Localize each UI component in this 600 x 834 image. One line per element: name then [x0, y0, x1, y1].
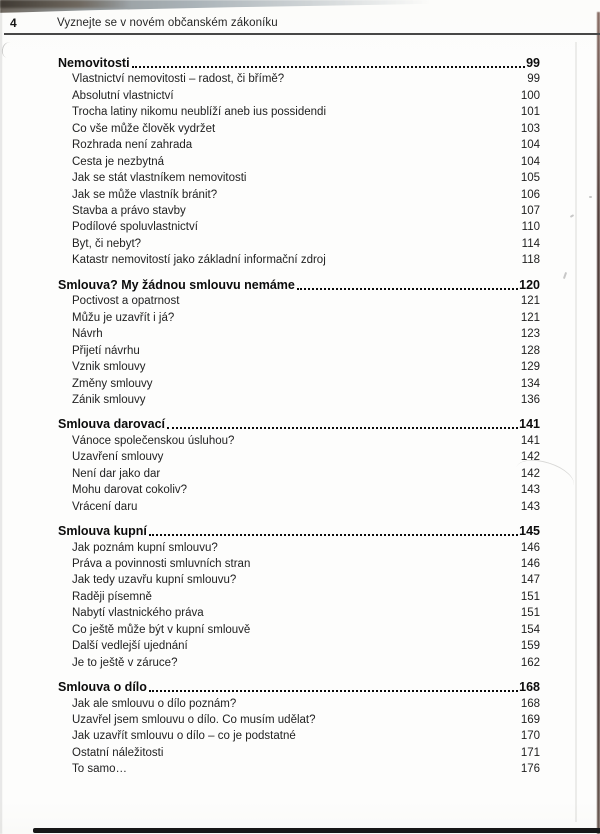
toc-item — [58, 482, 540, 498]
dot-leader — [297, 288, 518, 290]
toc-item-page: 121 — [520, 295, 540, 308]
toc-item-page: 146 — [520, 557, 540, 570]
toc-section-title: Smlouva? My žádnou smlouvu nemáme — [58, 277, 295, 292]
toc-item — [58, 449, 540, 465]
toc-item-page: 128 — [520, 344, 540, 357]
toc-item — [58, 728, 540, 744]
toc-item-label: Přijetí návrhu — [72, 344, 140, 357]
toc-item — [58, 71, 540, 87]
toc-section-heading — [58, 523, 540, 539]
toc-item — [58, 556, 540, 572]
toc-item-page: 114 — [521, 237, 540, 250]
scan-speck — [563, 272, 567, 279]
toc-item-label: Jak poznám kupní smlouvu? — [72, 541, 218, 554]
toc-item-label: Vlastnictví nemovitosti – radost, či břímě? — [72, 73, 285, 86]
toc-item — [58, 310, 540, 326]
toc-item-label: Změny smlouvy — [72, 377, 153, 390]
toc-item — [58, 638, 540, 654]
toc-item — [58, 236, 540, 252]
toc-item-label: Jak uzavřít smlouvu o dílo – co je podstatné — [72, 730, 296, 743]
scan-left-edge — [0, 10, 2, 834]
toc-item-page: 103 — [520, 122, 540, 135]
toc-section-page: 120 — [519, 277, 540, 292]
toc-item — [58, 696, 540, 712]
toc-item-page: 110 — [521, 221, 540, 234]
toc-item-page: 170 — [520, 730, 540, 743]
toc-item-label: Není dar jako dar — [72, 467, 161, 480]
toc-item-page: 99 — [527, 73, 540, 86]
toc-item-label: Vrácení daru — [72, 500, 138, 513]
toc-item — [58, 622, 540, 638]
toc-item-label: Katastr nemovitostí jako základní informační zdroj — [72, 254, 326, 267]
toc-item-label: Jak tedy uzavřu kupní smlouvu? — [72, 574, 237, 587]
toc-item-page: 101 — [520, 106, 540, 119]
toc-section-heading — [58, 416, 540, 432]
toc-item-label: To samo… — [72, 763, 127, 776]
toc-item-label: Můžu je uzavřít i já? — [72, 311, 175, 324]
toc-item-label: Návrh — [72, 328, 103, 341]
toc-item-page: 146 — [520, 541, 540, 554]
toc-section — [58, 277, 540, 409]
toc-section — [58, 679, 540, 778]
page-number: 4 — [10, 16, 17, 30]
toc-section-heading — [58, 679, 540, 695]
toc-item-label: Mohu darovat cokoliv? — [72, 484, 188, 497]
toc-item — [58, 326, 540, 342]
toc-item-page: 169 — [520, 713, 540, 726]
toc-item-page: 159 — [520, 640, 540, 653]
toc-item-page: 100 — [520, 89, 540, 102]
toc-item-label: Další vedlejší ujednání — [72, 640, 188, 653]
toc-item-page: 162 — [520, 656, 540, 669]
toc-item-label: Byt, či nebyt? — [72, 237, 142, 250]
dot-leader — [167, 427, 518, 429]
toc-item-page: 123 — [520, 328, 540, 341]
toc-section-heading — [58, 55, 540, 71]
scan-top-left-corner — [0, 0, 130, 8]
toc-item-page: 129 — [520, 361, 540, 374]
toc-item-page: 151 — [520, 590, 540, 603]
toc-section-heading — [58, 277, 540, 293]
toc-item-page: 171 — [520, 746, 540, 759]
toc-item-page: 147 — [520, 574, 540, 587]
toc-item — [58, 203, 540, 219]
toc-item-label: Trocha latiny nikomu neublíží aneb ius possidendi — [72, 106, 326, 119]
toc-section-title: Nemovitosti — [58, 56, 130, 70]
pencil-mark — [0, 41, 16, 60]
page-edge-shadow — [575, 42, 577, 822]
toc-section-title: Smlouva kupní — [58, 524, 147, 539]
running-title: Vyznejte se v novém občanském zákoníku — [57, 16, 278, 29]
toc-item-page: 176 — [520, 763, 540, 776]
toc-section — [58, 416, 540, 515]
toc-item — [58, 761, 540, 777]
toc-item-page: 118 — [521, 254, 540, 267]
toc-item-page: 121 — [520, 311, 540, 324]
toc-item-label: Ostatní náležitosti — [72, 746, 164, 759]
toc-item-page: 168 — [520, 697, 540, 710]
toc-section-title: Smlouva darovací — [58, 417, 165, 432]
toc-item-page: 154 — [520, 623, 540, 636]
toc-item — [58, 499, 540, 515]
dot-leader — [149, 534, 518, 536]
toc-item — [58, 121, 540, 137]
toc-item-label: Uzavření smlouvy — [72, 451, 164, 464]
toc-item-label: Podílové spoluvlastnictví — [72, 221, 198, 234]
toc-item — [58, 137, 540, 153]
toc-item-page: 141 — [520, 434, 540, 447]
toc-item — [58, 572, 540, 588]
toc-section — [58, 55, 540, 269]
toc-item — [58, 343, 540, 359]
dot-leader — [149, 690, 518, 692]
toc-item — [58, 219, 540, 235]
toc-item-page: 151 — [520, 607, 540, 620]
toc-item-label: Cesta je nezbytná — [72, 155, 165, 168]
scan-bottom-black-bar — [33, 828, 600, 833]
toc-item — [58, 433, 540, 449]
toc-item-label: Co vše může člověk vydržet — [72, 122, 216, 135]
toc-item — [58, 252, 540, 268]
toc-item — [58, 605, 540, 621]
header-rule — [4, 33, 600, 35]
toc-item-page: 104 — [520, 155, 540, 168]
toc-item-label: Práva a povinnosti smluvních stran — [72, 557, 251, 570]
toc-item-label: Vznik smlouvy — [72, 361, 146, 374]
toc-item-page: 106 — [520, 188, 540, 201]
toc-item-page: 107 — [520, 205, 540, 218]
toc-item — [58, 104, 540, 120]
toc-section — [58, 523, 540, 671]
toc-item — [58, 392, 540, 408]
toc-item-page: 142 — [520, 451, 540, 464]
toc-item — [58, 376, 540, 392]
toc-item-label: Rozhrada není zahrada — [72, 139, 193, 152]
toc-item — [58, 293, 540, 309]
toc-item-label: Poctivost a opatrnost — [72, 295, 180, 308]
toc-item — [58, 466, 540, 482]
toc-item-label: Absolutní vlastnictví — [72, 89, 174, 102]
scan-speck — [589, 196, 592, 198]
toc-item — [58, 712, 540, 728]
toc-item-label: Co ještě může být v kupní smlouvě — [72, 623, 251, 636]
toc-item-label: Vánoce společenskou úsluhou? — [72, 434, 235, 447]
table-of-contents — [58, 55, 540, 778]
toc-item-label: Uzavřel jsem smlouvu o dílo. Co musím udělat? — [72, 713, 316, 726]
toc-item — [58, 170, 540, 186]
toc-item-label: Nabytí vlastnického práva — [72, 607, 204, 620]
toc-item — [58, 88, 540, 104]
toc-item-page: 143 — [520, 500, 540, 513]
toc-item-page: 136 — [520, 393, 540, 406]
toc-item — [58, 540, 540, 556]
toc-item — [58, 655, 540, 671]
toc-item — [58, 154, 540, 170]
toc-section-page: 99 — [526, 56, 540, 70]
toc-item-label: Raději písemně — [72, 590, 152, 603]
toc-item-label: Jak se může vlastník bránit? — [72, 188, 218, 201]
toc-item — [58, 589, 540, 605]
toc-item-label: Je to ještě v záruce? — [72, 656, 178, 669]
toc-item — [58, 187, 540, 203]
toc-item-label: Zánik smlouvy — [72, 393, 146, 406]
toc-section-page: 168 — [519, 680, 540, 695]
scan-speck — [570, 214, 574, 218]
toc-item-label: Jak ale smlouvu o dílo poznám? — [72, 697, 237, 710]
toc-item-label: Stavba a právo stavby — [72, 205, 186, 218]
toc-item-page: 134 — [520, 377, 540, 390]
toc-item-page: 104 — [520, 139, 540, 152]
toc-section-title: Smlouva o dílo — [58, 680, 147, 695]
toc-item-page: 105 — [520, 172, 540, 185]
toc-item-page: 142 — [520, 467, 540, 480]
toc-item-label: Jak se stát vlastníkem nemovitosti — [72, 172, 247, 185]
toc-item — [58, 359, 540, 375]
toc-item — [58, 745, 540, 761]
toc-section-page: 141 — [519, 417, 540, 432]
toc-section-page: 145 — [519, 524, 540, 539]
toc-item-page: 143 — [520, 484, 540, 497]
dot-leader — [132, 66, 526, 68]
